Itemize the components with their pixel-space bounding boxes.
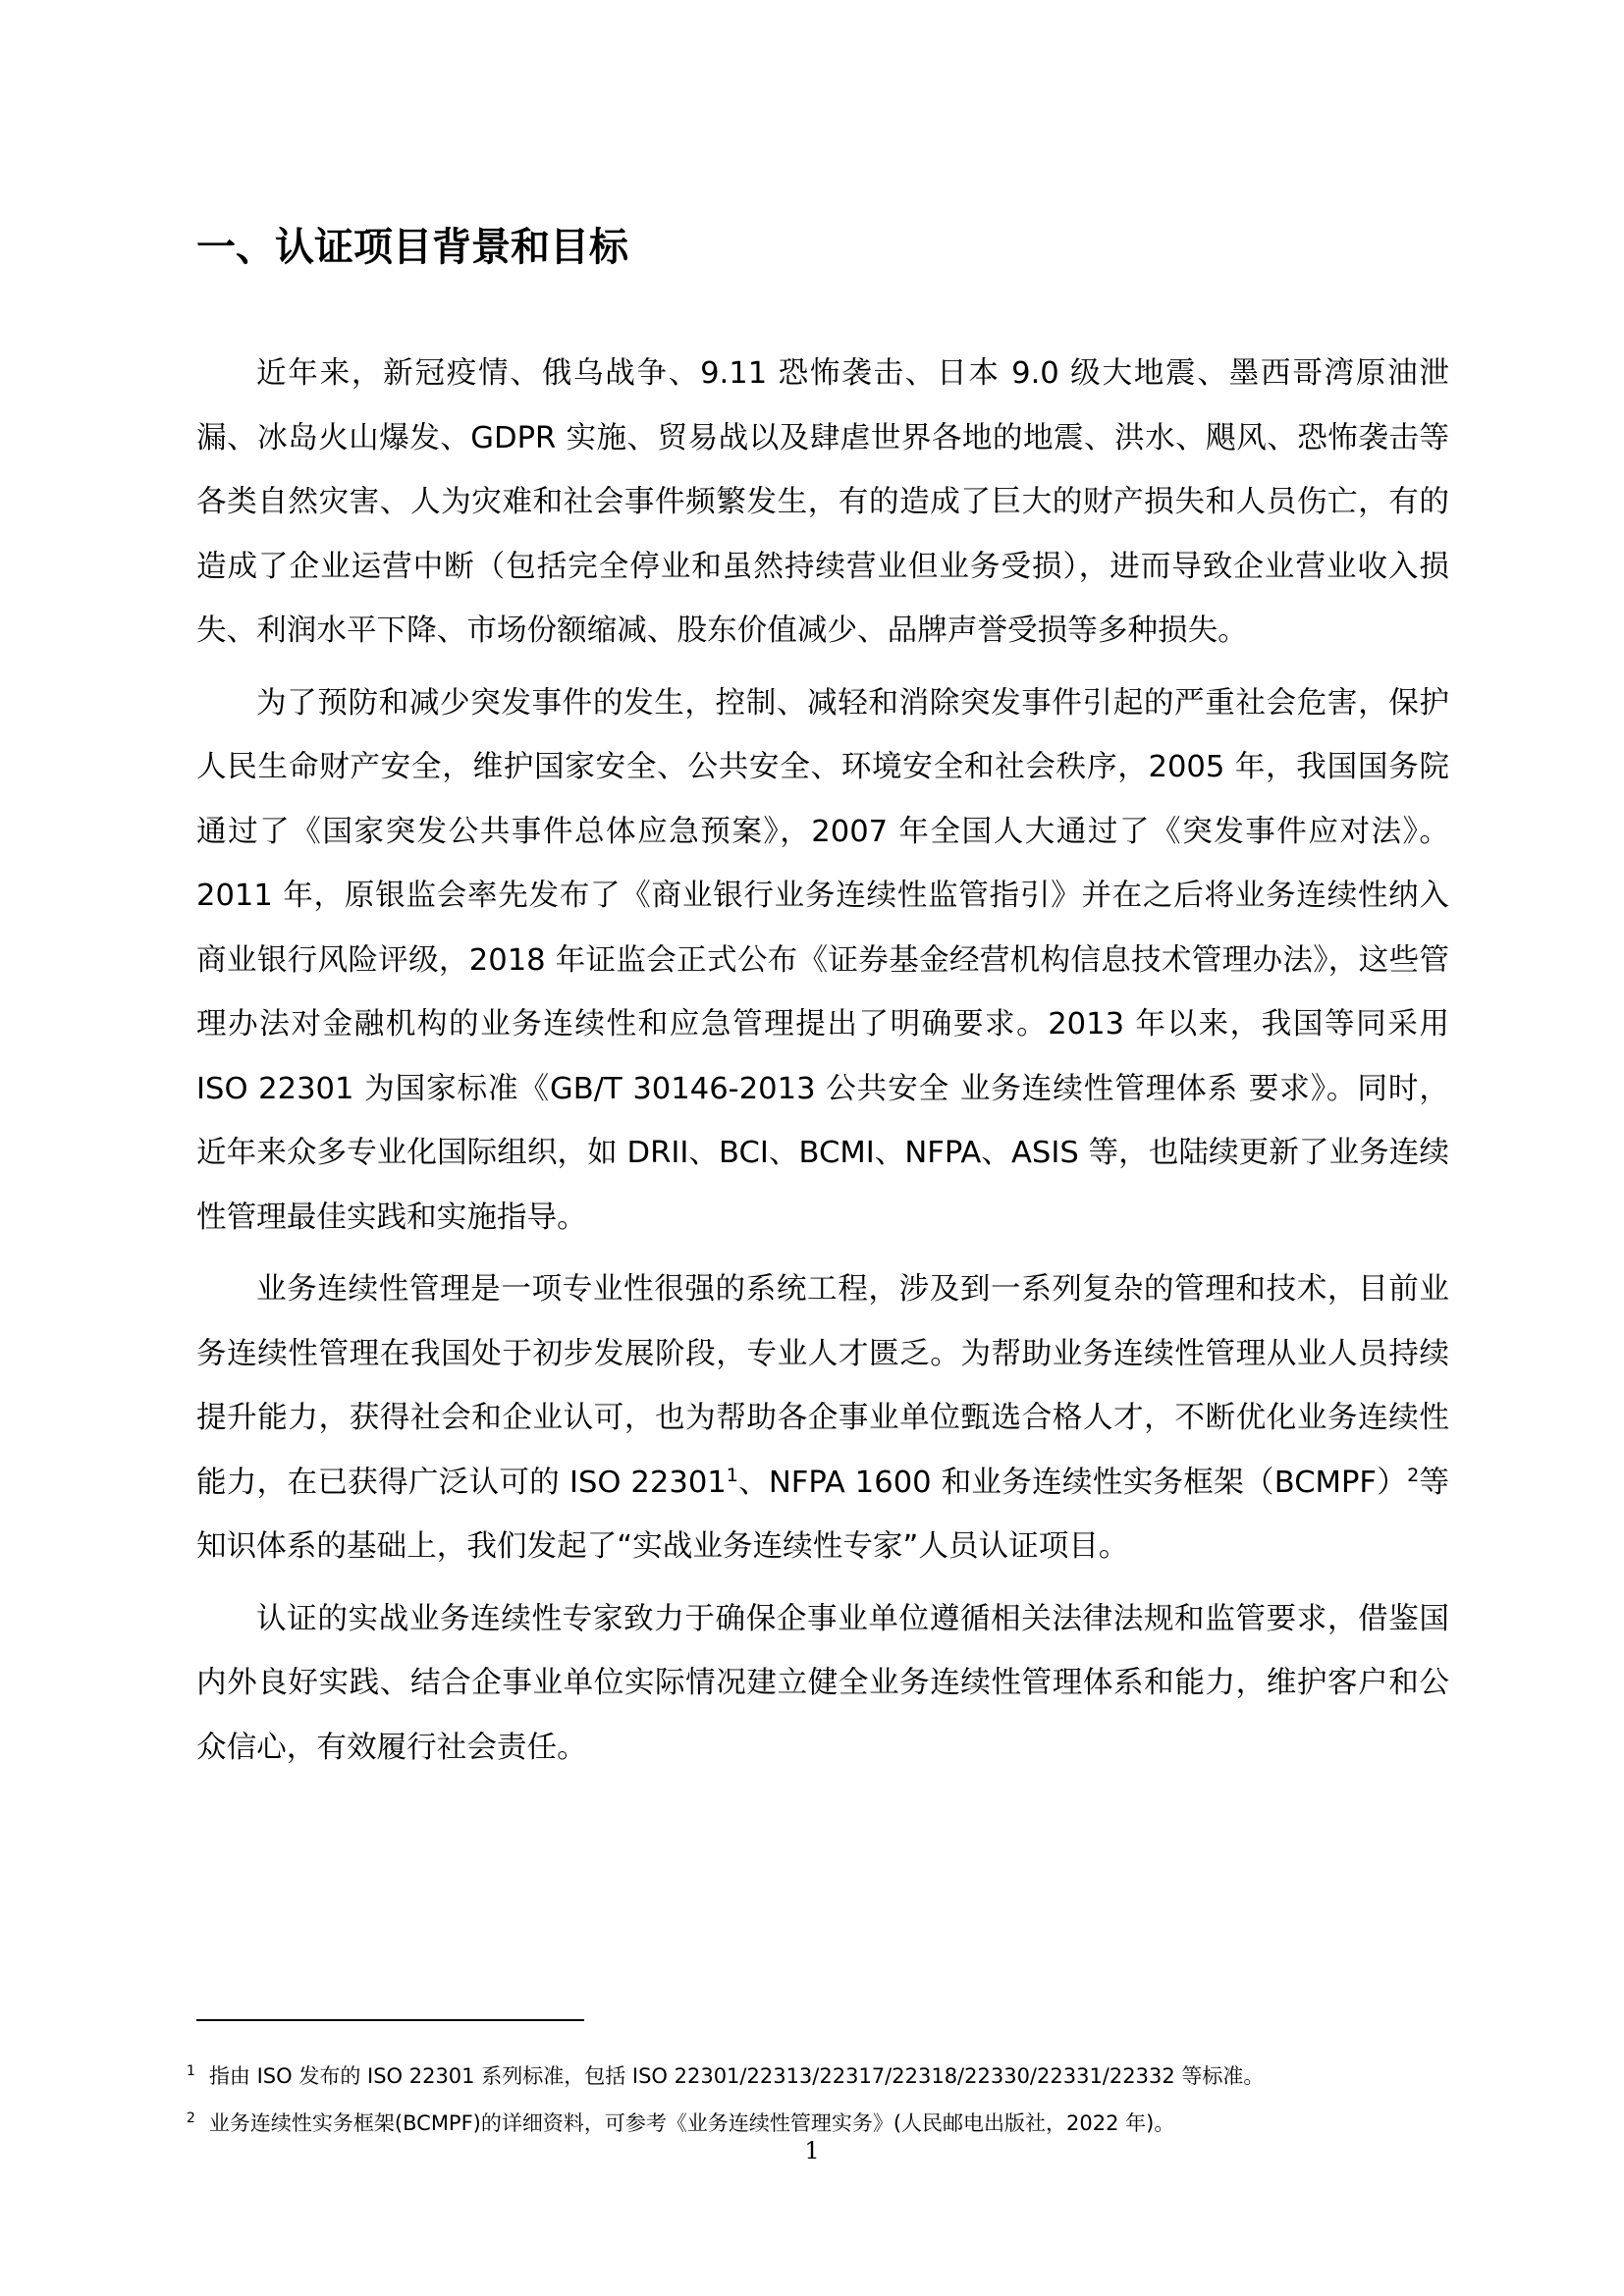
paragraph-3-part-a: 业务连续性管理是一项专业性很强的系统工程，涉及到一系列复杂的管理和技术，目前业务连续性管理在我国处于初步发展阶段，专业人才匮乏。为帮助业务连续性管理从业人员持续提升能力，获得社会和企业认可，也为帮助各企事业单位甄选合格人才，不断优化业务连续性能力，在已获得广泛认可的 ISO 22301 [196, 1272, 1449, 1500]
section-heading: 一、认证项目背景和目标 [196, 225, 628, 270]
footnote-1-text: 指由 ISO 发布的 ISO 22301 系列标准，包括 ISO 22301/22313/22317/22318/22330/22331/22332 等标准。 [208, 2064, 1265, 2088]
body-text [196, 342, 1449, 1788]
footnote-ref-2[interactable]: 2 [1407, 1464, 1420, 1486]
paragraph-4: 认证的实战业务连续性专家致力于确保企事业单位遵循相关法律法规和监管要求，借鉴国内外良好实践、结合企事业单位实际情况建立健全业务连续性管理体系和能力，维护客户和公众信心，有效履行社会责任。 [196, 1601, 1449, 1765]
footnote-1 [187, 2057, 1463, 2095]
paragraph-3-part-b: 、NFPA 1600 和业务连续性实务框架（BCMPF） [737, 1465, 1408, 1500]
footnote-2-mark: 2 [187, 2110, 195, 2126]
paragraph-1: 近年来，新冠疫情、俄乌战争、9.11 恐怖袭击、日本 9.0 级大地震、墨西哥湾原油泄漏、冰岛火山爆发、GDPR 实施、贸易战以及肆虐世界各地的地震、洪水、飓风、恐怖袭击等各类自然灾害、人为灾难和社会事件频繁发生，有的造成了巨大的财产损失和人员伤亡，有的造成了企业运营中断（包括完全停业和虽然持续营业但业务受损），进而导致企业营业收入损失、利润水平下降、市场份额缩减、股东价值减少、品牌声誉受损等多种损失。 [196, 356, 1449, 648]
page-number: 1 [804, 2137, 820, 2164]
footnote-2-text: 业务连续性实务框架(BCMPF)的详细资料，可参考《业务连续性管理实务》(人民邮电出版社，2022 年)。 [208, 2111, 1175, 2135]
paragraph-3 [196, 1257, 1449, 1579]
paragraph-2: 为了预防和减少突发事件的发生，控制、减轻和消除突发事件引起的严重社会危害，保护人民生命财产安全，维护国家安全、公共安全、环境安全和社会秩序，2005 年，我国国务院通过了《国家突发公共事件总体应急预案》，2007 年全国人大通过了《突发事件应对法》。2011 年，原银监会率先发布了《商业银行业务连续性监管指引》并在之后将业务连续性纳入商业银行风险评级，2018 年证监会正式公布《证券基金经营机构信息技术管理办法》，这些管理办法对金融机构的业务连续性和应急管理提出了明确要求。2013 年以来，我国等同采用 ISO 22301 为国家标准《GB/T 30146-2013 公共安全 业务连续性管理体系 要求》。同时，近年来众多专业化国际组织，如 DRII、BCI、BCMI、NFPA、ASIS 等，也陆续更新了业务连续性管理最佳实践和实施指导。 [196, 685, 1449, 1235]
footnote-separator [196, 2019, 584, 2021]
footnote-1-mark: 1 [187, 2063, 195, 2079]
footnote-ref-1[interactable]: 1 [726, 1464, 738, 1486]
paragraph-3-part-c: 等知识体系的基础上，我们发起了“实战业务连续性专家”人员认证项目。 [196, 1465, 1450, 1564]
